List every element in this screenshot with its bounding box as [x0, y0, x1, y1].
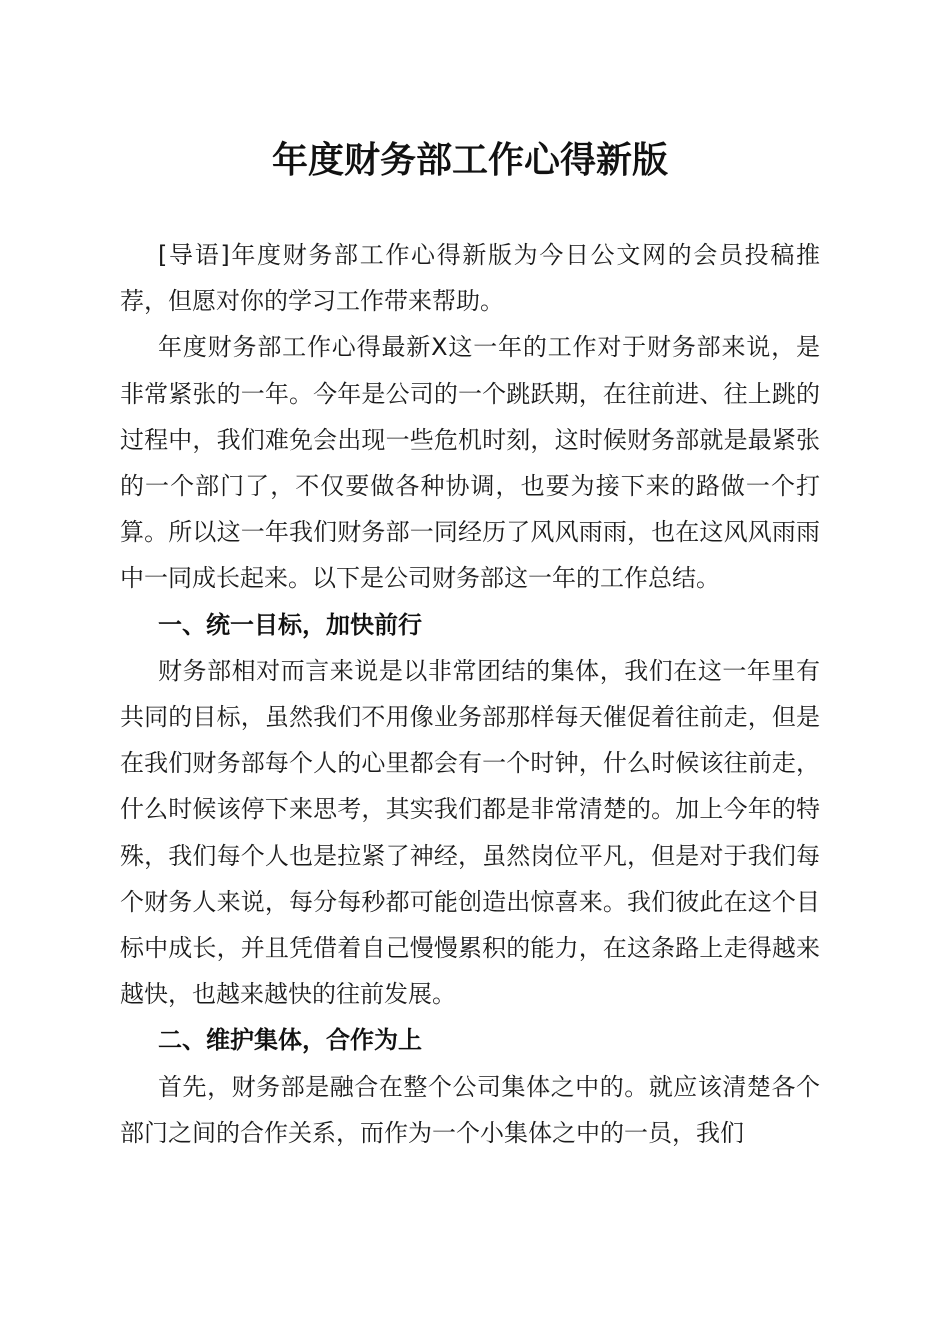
- document-title: 年度财务部工作心得新版: [271, 139, 668, 181]
- paragraph-3: 首先，财务部是融合在整个公司集体之中的。就应该清楚各个部门之间的合作关系，而作为一个小集体之中的一员，我们: [120, 1072, 820, 1147]
- paragraph-1: 年度财务部工作心得最新X这一年的工作对于财务部来说，是非常紧张的一年。今年是公司的一个跳跃期，在往前进、往上跳的过程中，我们难免会出现一些危机时刻，这时候财务部就是最紧张的一个部门了，不仅要做各种协调，也要为接下来的路做一个打算。所以这一年我们财务部一同经历了风风雨雨，也在这风风雨雨中一同成长起来。以下是公司财务部这一年的工作总结。: [120, 333, 820, 593]
- intro-paragraph: [导语]年度财务部工作心得新版为今日公文网的会员投稿推荐，但愿对你的学习工作带来帮助。: [120, 241, 820, 316]
- section-heading-2: 二、维护集体，合作为上: [158, 1026, 422, 1055]
- paragraph-2: 财务部相对而言来说是以非常团结的集体，我们在这一年里有共同的目标，虽然我们不用像业务部那样每天催促着往前走，但是在我们财务部每个人的心里都会有一个时钟，什么时候该往前走，什么时候该停下来思考，其实我们都是非常清楚的。加上今年的特殊，我们每个人也是拉紧了神经，虽然岗位平凡，但是对于我们每个财务人来说，每分每秒都可能创造出惊喜来。我们彼此在这个目标中成长，并且凭借着自己慢慢累积的能力，在这条路上走得越来越快，也越来越快的往前发展。: [120, 656, 820, 1009]
- section-heading-1: 一、统一目标，加快前行: [158, 610, 422, 639]
- document-body: [120, 232, 820, 1156]
